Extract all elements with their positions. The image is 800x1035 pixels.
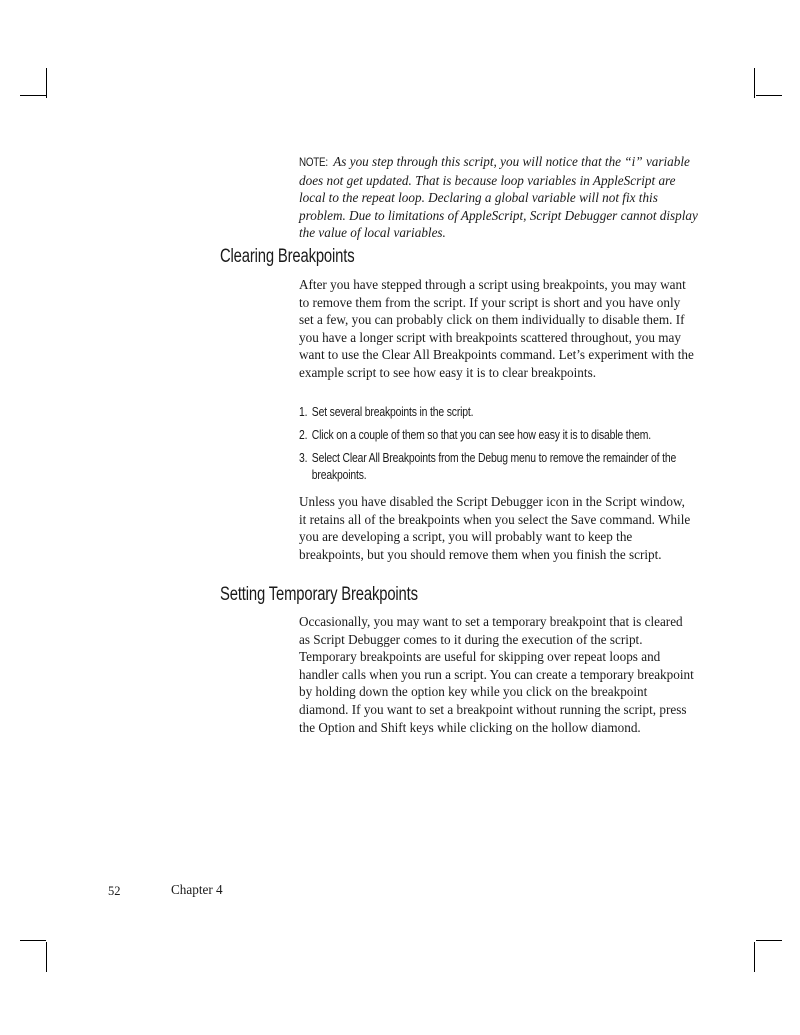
step-number: 1. — [299, 404, 308, 419]
step-item — [299, 449, 728, 483]
step-number: 3. — [299, 450, 308, 465]
section-heading-clearing-breakpoints: Clearing Breakpoints — [220, 246, 355, 267]
note-text: As you step through this script, you will notice that the “i” variable does not get updated. That is because loop variables in AppleScript are local to the repeat loop. Declaring a global variable will not fix this problem. Due to limitations of AppleScript, Script Debugger cannot display the value of local variables. — [299, 154, 698, 241]
note-label: NOTE: — [299, 155, 328, 169]
step-text: Set several breakpoints in the script. — [311, 404, 474, 419]
crop-mark-bottom-left-h — [20, 940, 46, 941]
crop-mark-top-left-h — [20, 95, 46, 96]
crop-mark-top-left-v — [46, 68, 47, 98]
crop-mark-bottom-left-v — [46, 942, 47, 972]
note-block — [299, 153, 699, 242]
step-text: Click on a couple of them so that you can see how easy it is to disable them. — [311, 427, 651, 442]
chapter-label: Chapter 4 — [171, 882, 223, 897]
step-number: 2. — [299, 427, 308, 442]
step-item — [299, 426, 728, 443]
crop-mark-bottom-right-v — [754, 942, 755, 972]
crop-mark-top-right-h — [756, 95, 782, 96]
crop-mark-top-right-v — [754, 68, 755, 98]
section-heading-temporary-breakpoints: Setting Temporary Breakpoints — [220, 584, 418, 605]
step-text: Select Clear All Breakpoints from the Debug menu to remove the remainder of the breakpoints. — [311, 450, 677, 482]
crop-mark-bottom-right-h — [756, 940, 782, 941]
step-item — [299, 403, 728, 420]
paragraph-temporary: Occasionally, you may want to set a temporary breakpoint that is cleared as Script Debugger comes to it during the execution of the script. Temporary breakpoints are useful for skipping over repeat loops and handler calls when you run a script. You can create a temporary breakpoint by holding down the option key while you click on the breakpoint diamond. If you want to set a breakpoint without running the script, press the Option and Shift keys while clicking on the hollow diamond. — [299, 614, 694, 735]
page-number: 52 — [108, 884, 121, 898]
steps-list — [299, 403, 719, 489]
paragraph-clearing-intro: After you have stepped through a script using breakpoints, you may want to remove them from the script. If your script is short and you have only set a few, you can probably click on them individually to disable them. If you have a longer script with breakpoints scattered throughout, you may want to use the Clear All Breakpoints command. Let’s experiment with the example script to see how easy it is to clear breakpoints. — [299, 277, 694, 380]
paragraph-clearing-save: Unless you have disabled the Script Debugger icon in the Script window, it retains all of the breakpoints when you select the Save command. While you are developing a script, you will probably want to keep the breakpoints, but you should remove them when you finish the script. — [299, 494, 691, 562]
